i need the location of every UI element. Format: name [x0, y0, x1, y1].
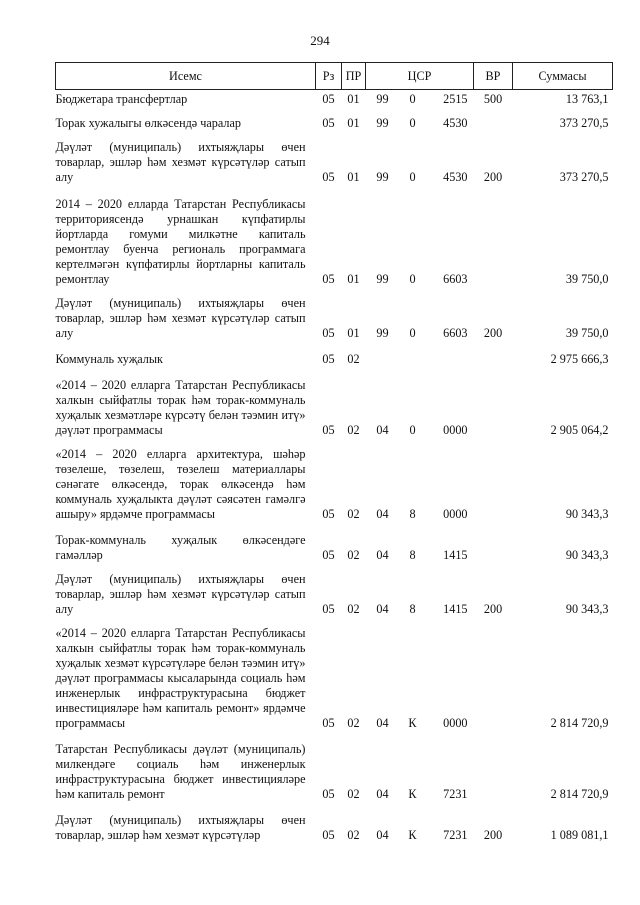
table-cell-pr: 02	[347, 423, 360, 437]
table-cell-vr	[474, 525, 513, 566]
table-cell-vr	[474, 620, 513, 734]
table-cell-pr: 02	[347, 507, 360, 521]
table-cell-name	[56, 734, 316, 805]
table-cell-sum: 2 905 064,2	[550, 423, 609, 437]
table-cell-vr	[474, 734, 513, 805]
table-cell-csr-direction: 4530	[443, 116, 468, 130]
table-cell-csr-program: 04	[376, 716, 389, 730]
table-cell-name	[56, 620, 316, 734]
table-cell-rz: 05	[322, 170, 335, 184]
table-cell-csr-direction: 7231	[443, 828, 468, 842]
table-cell-pr: 01	[347, 326, 360, 340]
table-cell-rz: 05	[322, 548, 335, 562]
table-cell-vr	[474, 188, 513, 290]
table-row	[56, 370, 613, 441]
table-row	[56, 441, 613, 525]
table-cell-csr-subprogram: К	[408, 787, 417, 801]
table-cell-rz: 05	[322, 352, 335, 366]
table-cell-csr-program: 99	[376, 116, 389, 130]
table-cell-pr: 02	[347, 602, 360, 616]
table-cell-csr-direction: 4530	[443, 170, 468, 184]
table-cell-pr: 01	[347, 116, 360, 130]
table-cell-csr-direction	[426, 344, 474, 370]
table-cell-name	[56, 188, 316, 290]
row-label: Дәүләт (муниципаль) ихтыяҗлары өчен товарлар, эшләр һәм хезмәт күрсәтүләр сатып алу	[55, 296, 306, 340]
table-cell-rz: 05	[322, 92, 335, 106]
table-cell-csr-program: 04	[376, 828, 389, 842]
table-cell-csr-subprogram: 0	[409, 170, 416, 184]
table-cell-vr: 500	[483, 92, 503, 106]
table-cell-name	[56, 441, 316, 525]
table-cell-csr-direction: 6603	[443, 272, 468, 286]
table-row	[56, 110, 613, 134]
header-pr: ПР	[342, 63, 366, 90]
table-cell-csr-subprogram: 8	[409, 548, 416, 562]
table-cell-name	[56, 525, 316, 566]
table-row	[56, 134, 613, 188]
row-label: Торак хужалыгы өлкәсендә чаралар	[55, 116, 241, 130]
table-cell-csr-program	[366, 344, 400, 370]
table-cell-csr-program: 04	[376, 787, 389, 801]
row-label: «2014 – 2020 елларга Татарстан Республикасы халкын сыйфатлы торак һәм торак-коммуналь хуҗалык хезмәт күрсәтүләре белән тәэмин итү» дәүләт программасы кысаларында социаль һәм инженерлык инфраструктурасына бюджет инвестицияләре һәм капиталь ремонт» ярдәмче программасы	[55, 626, 306, 730]
header-vr: ВР	[474, 63, 513, 90]
table-cell-csr-subprogram: 0	[409, 423, 416, 437]
table-cell-csr-program: 99	[376, 272, 389, 286]
table-cell-vr	[474, 441, 513, 525]
table-cell-pr: 02	[347, 352, 360, 366]
table-row	[56, 620, 613, 734]
table-cell-rz: 05	[322, 507, 335, 521]
table-cell-csr-subprogram: 0	[409, 116, 416, 130]
table-row	[56, 525, 613, 566]
table-cell-sum: 90 343,3	[565, 548, 609, 562]
table-cell-sum: 1 089 081,1	[550, 828, 609, 842]
table-cell-csr-program: 04	[376, 507, 389, 521]
table-cell-csr-program: 99	[376, 170, 389, 184]
table-cell-csr-direction: 6603	[443, 326, 468, 340]
table-cell-sum: 373 270,5	[559, 170, 609, 184]
table-cell-pr: 01	[347, 92, 360, 106]
table-cell-csr-direction: 2515	[443, 92, 468, 106]
table-cell-csr-direction: 1415	[443, 548, 468, 562]
row-label: Дәүләт (муниципаль) ихтыяҗлары өчен товарлар, эшләр һәм хезмәт күрсәтүләр сатып алу	[55, 140, 306, 184]
table-cell-name	[56, 370, 316, 441]
table-cell-rz: 05	[322, 787, 335, 801]
table-cell-vr: 200	[483, 326, 503, 340]
table-cell-sum: 39 750,0	[565, 272, 609, 286]
table-cell-csr-subprogram: 8	[409, 507, 416, 521]
table-row	[56, 805, 613, 846]
table-cell-vr: 200	[483, 602, 503, 616]
table-cell-sum: 13 763,1	[565, 92, 609, 106]
table-cell-sum: 90 343,3	[565, 507, 609, 521]
table-cell-name	[56, 90, 316, 111]
page-number: 294	[310, 33, 330, 48]
table-cell-vr: 200	[483, 828, 503, 842]
table-cell-rz: 05	[322, 602, 335, 616]
table-row	[56, 566, 613, 620]
table-cell-sum: 373 270,5	[559, 116, 609, 130]
table-cell-sum: 90 343,3	[565, 602, 609, 616]
row-label: «2014 – 2020 елларга Татарстан Республикасы халкын сыйфатлы торак һәм торак-коммуналь хуҗалык хезмәтләре күрсәтү белән тәэмин итү» дәүләт программасы	[55, 378, 306, 437]
table-cell-pr: 02	[347, 548, 360, 562]
table-cell-pr: 01	[347, 170, 360, 184]
table-cell-csr-subprogram	[400, 344, 426, 370]
table-cell-csr-direction: 0000	[443, 423, 468, 437]
budget-table	[55, 62, 613, 846]
table-cell-vr	[474, 344, 513, 370]
row-label: Коммуналь хуҗалык	[55, 352, 163, 366]
table-cell-name	[56, 566, 316, 620]
table-cell-pr: 02	[347, 716, 360, 730]
table-cell-name	[56, 134, 316, 188]
header-name: Исемс	[56, 63, 316, 90]
table-cell-pr: 01	[347, 272, 360, 286]
row-label: Татарстан Республикасы дәүләт (муниципаль) милкендәге социаль һәм инженерлык инфраструктурасына бюджет инвестицияләре һәм капиталь ремонт	[55, 742, 306, 801]
table-cell-csr-program: 04	[376, 423, 389, 437]
row-label: 2014 – 2020 елларда Татарстан Республикасы территориясендә урнашкан күпфатирлы йортларда гомуми милкәтне капиталь ремонтлау буенча региональ программага кертелмәгән күпфатирлы йортларны капиталь ремонтлау	[55, 197, 306, 286]
header-csr: ЦСР	[366, 63, 474, 90]
table-header-row	[56, 63, 613, 90]
table-row	[56, 90, 613, 111]
table-cell-csr-subprogram: К	[408, 716, 417, 730]
table-cell-rz: 05	[322, 828, 335, 842]
row-label: Торак-коммуналь хуҗалык өлкәсендәге гамәлләр	[55, 533, 306, 562]
table-cell-pr: 02	[347, 787, 360, 801]
table-cell-csr-subprogram: 0	[409, 326, 416, 340]
table-cell-rz: 05	[322, 116, 335, 130]
table-cell-vr: 200	[483, 170, 503, 184]
table-cell-name	[56, 110, 316, 134]
table-cell-csr-direction: 0000	[443, 507, 468, 521]
table-cell-csr-subprogram: К	[408, 828, 417, 842]
header-rz: Рз	[316, 63, 342, 90]
table-cell-csr-direction: 0000	[443, 716, 468, 730]
row-label: Дәүләт (муниципаль) ихтыяҗлары өчен товарлар, эшләр һәм хезмәт күрсәтүләр сатып алу	[55, 572, 306, 616]
table-cell-rz: 05	[322, 326, 335, 340]
table-cell-csr-program: 99	[376, 92, 389, 106]
row-label: «2014 – 2020 елларга архитектура, шәһәр төзелеше, төзелеш, төзелеш материаллары сәнәгате өлкәсендә, торак өлкәсендә һәм коммуналь хуҗалыкта дәүләт сәясәтен гамәлгә ашыру» ярдәмче программасы	[55, 447, 306, 521]
table-cell-sum: 2 814 720,9	[550, 716, 609, 730]
row-label: Бюджетара трансфертлар	[55, 92, 188, 106]
table-cell-name	[56, 344, 316, 370]
table-row	[56, 290, 613, 344]
table-row	[56, 188, 613, 290]
table-cell-csr-direction: 7231	[443, 787, 468, 801]
table-cell-csr-subprogram: 0	[409, 272, 416, 286]
table-cell-rz: 05	[322, 716, 335, 730]
table-cell-sum: 2 975 666,3	[550, 352, 609, 366]
table-cell-csr-program: 99	[376, 326, 389, 340]
table-cell-rz: 05	[322, 272, 335, 286]
table-cell-vr	[474, 370, 513, 441]
row-label: Дәүләт (муниципаль) ихтыяҗлары өчен товарлар, эшләр һәм хезмәт күрсәтүләр	[55, 813, 306, 842]
table-cell-name	[56, 805, 316, 846]
table-cell-csr-direction: 1415	[443, 602, 468, 616]
table-cell-pr: 02	[347, 828, 360, 842]
table-row	[56, 344, 613, 370]
table-cell-sum: 39 750,0	[565, 326, 609, 340]
table-row	[56, 734, 613, 805]
table-cell-csr-program: 04	[376, 602, 389, 616]
header-sum: Суммасы	[513, 63, 613, 90]
table-cell-vr	[474, 110, 513, 134]
table-cell-sum: 2 814 720,9	[550, 787, 609, 801]
table-cell-rz: 05	[322, 423, 335, 437]
table-cell-csr-subprogram: 8	[409, 602, 416, 616]
table-cell-name	[56, 290, 316, 344]
table-cell-csr-subprogram: 0	[409, 92, 416, 106]
table-cell-csr-program: 04	[376, 548, 389, 562]
